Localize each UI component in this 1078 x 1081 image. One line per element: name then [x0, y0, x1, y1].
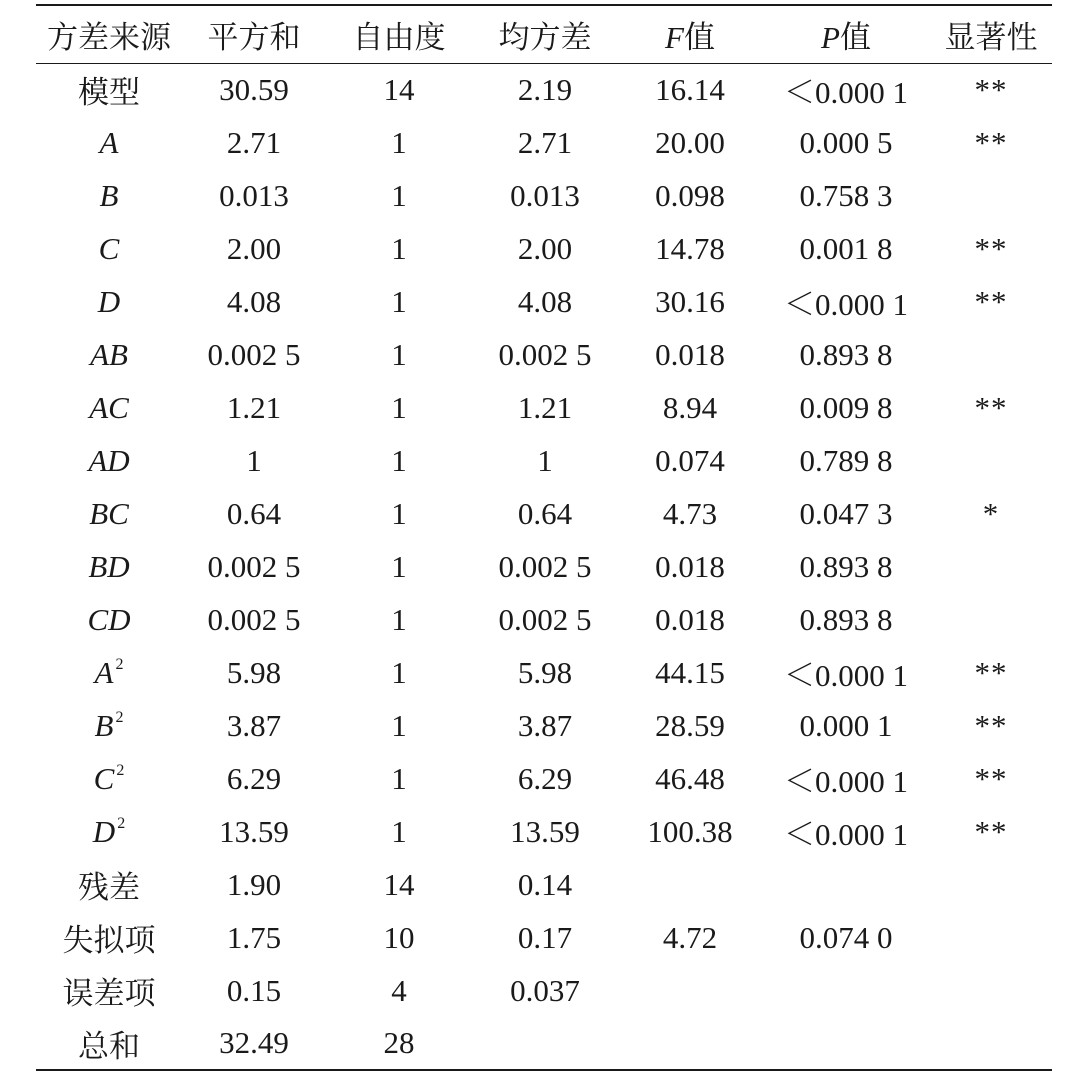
cell-f-value [618, 1017, 762, 1070]
source-label: D [92, 813, 116, 849]
cell-degrees-of-freedom: 1 [391, 654, 407, 690]
cell-significance [930, 593, 1052, 646]
cell-p-value: ＜0.000 1 [784, 287, 908, 322]
cell-p-value: 0.009 8 [799, 389, 893, 425]
cell-significance [930, 911, 1052, 964]
cell-f-value: 20.00 [655, 124, 725, 160]
cell-mean-square: 1.21 [517, 389, 573, 425]
cell-sum-of-squares: 1.75 [226, 919, 282, 955]
cell-source [36, 434, 182, 487]
cell-f-value: 8.94 [662, 389, 718, 425]
cell-source [36, 63, 182, 116]
table-row [36, 434, 1052, 487]
cell-mean-square: 0.002 5 [498, 548, 592, 584]
source-label: 残差 [78, 870, 140, 905]
cell-source [36, 381, 182, 434]
cell-p-value: 0.893 8 [799, 601, 893, 637]
cell-sum-of-squares: 6.29 [226, 760, 282, 796]
cell-degrees-of-freedom: 1 [391, 124, 407, 160]
cell-significance [930, 858, 1052, 911]
cell-p-value [762, 1017, 930, 1070]
cell-degrees-of-freedom: 1 [391, 495, 407, 531]
table-row [36, 381, 1052, 434]
cell-degrees-of-freedom: 1 [391, 283, 407, 319]
cell-mean-square: 0.037 [510, 972, 580, 1008]
cell-sum-of-squares: 13.59 [219, 813, 289, 849]
table-row [36, 752, 1052, 805]
cell-sum-of-squares: 1.90 [226, 866, 282, 902]
cell-source [36, 169, 182, 222]
cell-f-value: 4.73 [662, 495, 718, 531]
table-row [36, 593, 1052, 646]
cell-significance [930, 434, 1052, 487]
source-label: AC [89, 389, 129, 425]
cell-significance: * [982, 495, 1000, 531]
header-p-value [762, 5, 930, 63]
source-label: C [98, 230, 120, 266]
header-source: 方差来源 [47, 19, 171, 55]
table-row [36, 805, 1052, 858]
cell-p-value: 0.758 3 [799, 177, 893, 213]
cell-p-value: 0.047 3 [799, 495, 893, 531]
cell-degrees-of-freedom: 28 [383, 1025, 415, 1060]
cell-degrees-of-freedom: 4 [391, 972, 407, 1008]
source-label: 模型 [78, 75, 140, 111]
cell-f-value: 0.018 [655, 548, 725, 584]
header-p-suffix: 值 [839, 19, 871, 55]
cell-sum-of-squares: 0.002 5 [207, 601, 301, 637]
cell-degrees-of-freedom: 1 [391, 230, 407, 266]
cell-sum-of-squares: 0.15 [226, 972, 282, 1008]
cell-source [36, 1017, 182, 1070]
cell-f-value: 16.14 [655, 71, 725, 107]
cell-source [36, 116, 182, 169]
cell-sum-of-squares: 5.98 [226, 654, 282, 690]
cell-sum-of-squares: 0.002 5 [207, 336, 301, 372]
table-row [36, 646, 1052, 699]
cell-f-value: 100.38 [647, 813, 733, 849]
table-row [36, 328, 1052, 381]
cell-mean-square: 4.08 [517, 283, 573, 319]
source-label: 失拟项 [62, 923, 156, 958]
source-exponent: 2 [115, 655, 124, 673]
cell-significance: ** [974, 71, 1008, 107]
cell-degrees-of-freedom: 1 [391, 760, 407, 796]
cell-degrees-of-freedom: 14 [383, 71, 415, 107]
cell-source [36, 858, 182, 911]
cell-f-value: 46.48 [655, 760, 725, 796]
cell-p-value: ＜0.000 1 [784, 75, 908, 111]
anova-table-container [36, 4, 1052, 1071]
cell-sum-of-squares: 30.59 [219, 71, 289, 107]
cell-mean-square: 0.002 5 [498, 336, 592, 372]
cell-degrees-of-freedom: 14 [383, 866, 415, 902]
cell-mean-square: 6.29 [517, 760, 573, 796]
source-label: B [94, 707, 114, 743]
cell-p-value [762, 858, 930, 911]
cell-mean-square [472, 1017, 618, 1070]
cell-f-value: 14.78 [655, 230, 725, 266]
cell-significance: ** [974, 760, 1008, 796]
cell-p-value: ＜0.000 1 [784, 658, 908, 693]
cell-mean-square: 1 [537, 442, 553, 478]
cell-significance: ** [974, 389, 1008, 425]
cell-significance: ** [974, 654, 1008, 690]
source-label: C [93, 760, 115, 796]
cell-degrees-of-freedom: 1 [391, 601, 407, 637]
cell-mean-square: 0.002 5 [498, 601, 592, 637]
cell-p-value: ＜0.000 1 [784, 817, 908, 852]
cell-degrees-of-freedom: 1 [391, 389, 407, 425]
cell-p-value: 0.000 5 [799, 124, 893, 160]
table-row [36, 540, 1052, 593]
source-exponent: 2 [117, 814, 126, 832]
cell-p-value: 0.893 8 [799, 336, 893, 372]
table-row [36, 699, 1052, 752]
header-degrees-of-freedom: 自由度 [352, 19, 446, 55]
cell-mean-square: 2.00 [517, 230, 573, 266]
cell-sum-of-squares: 2.00 [226, 230, 282, 266]
cell-mean-square: 0.17 [517, 919, 573, 955]
header-mean-square: 均方差 [498, 19, 592, 55]
cell-mean-square: 2.19 [517, 71, 573, 107]
source-label: BC [89, 495, 129, 531]
source-label: D [97, 283, 121, 319]
source-label: A [99, 124, 119, 160]
cell-p-value: 0.001 8 [799, 230, 893, 266]
cell-source [36, 275, 182, 328]
cell-source [36, 593, 182, 646]
cell-f-value: 28.59 [655, 707, 725, 743]
cell-significance: ** [974, 813, 1008, 849]
cell-source [36, 805, 182, 858]
cell-f-value: 0.098 [655, 177, 725, 213]
cell-mean-square: 13.59 [510, 813, 580, 849]
source-label: B [99, 177, 119, 213]
table-row [36, 964, 1052, 1017]
cell-degrees-of-freedom: 1 [391, 442, 407, 478]
cell-degrees-of-freedom: 1 [391, 707, 407, 743]
cell-sum-of-squares: 1.21 [226, 389, 282, 425]
source-label: 误差项 [62, 976, 156, 1011]
cell-degrees-of-freedom: 1 [391, 813, 407, 849]
cell-p-value: 0.000 1 [799, 707, 893, 743]
cell-mean-square: 0.64 [517, 495, 573, 531]
header-f-suffix: 值 [683, 19, 715, 55]
cell-p-value: 0.074 0 [799, 919, 893, 955]
cell-significance: ** [974, 283, 1008, 319]
table-row [36, 63, 1052, 116]
header-sum-of-squares: 平方和 [207, 19, 301, 55]
source-label: AD [88, 442, 130, 478]
cell-f-value: 44.15 [655, 654, 725, 690]
cell-source [36, 540, 182, 593]
header-f-value [618, 5, 762, 63]
cell-p-value: 0.893 8 [799, 548, 893, 584]
cell-f-value: 0.018 [655, 601, 725, 637]
header-significance: 显著性 [944, 19, 1038, 55]
cell-sum-of-squares: 0.64 [226, 495, 282, 531]
cell-f-value [618, 858, 762, 911]
table-row [36, 911, 1052, 964]
cell-significance [930, 1017, 1052, 1070]
cell-source [36, 964, 182, 1017]
cell-significance [930, 328, 1052, 381]
cell-sum-of-squares: 2.71 [226, 124, 282, 160]
cell-source [36, 487, 182, 540]
source-label: AB [90, 336, 128, 372]
header-row [36, 5, 1052, 63]
cell-mean-square: 0.013 [510, 177, 580, 213]
cell-p-value [762, 964, 930, 1017]
header-f-letter: F [665, 19, 684, 55]
cell-sum-of-squares: 32.49 [219, 1025, 289, 1060]
cell-source [36, 328, 182, 381]
cell-f-value: 30.16 [655, 283, 725, 319]
cell-f-value: 4.72 [662, 919, 718, 955]
cell-mean-square: 3.87 [517, 707, 573, 743]
header-p-letter: P [821, 19, 840, 55]
table-row [36, 169, 1052, 222]
cell-significance [930, 964, 1052, 1017]
cell-sum-of-squares: 4.08 [226, 283, 282, 319]
table-row [36, 487, 1052, 540]
anova-table [36, 4, 1052, 1071]
cell-sum-of-squares: 1 [246, 442, 262, 478]
cell-source [36, 222, 182, 275]
cell-sum-of-squares: 3.87 [226, 707, 282, 743]
cell-mean-square: 0.14 [517, 866, 573, 902]
cell-significance [930, 169, 1052, 222]
cell-significance: ** [974, 124, 1008, 160]
table-row [36, 858, 1052, 911]
table-row [36, 222, 1052, 275]
cell-f-value [618, 964, 762, 1017]
cell-mean-square: 2.71 [517, 124, 573, 160]
cell-sum-of-squares: 0.013 [219, 177, 289, 213]
cell-source [36, 699, 182, 752]
cell-degrees-of-freedom: 1 [391, 177, 407, 213]
cell-degrees-of-freedom: 1 [391, 336, 407, 372]
source-label: BD [88, 548, 130, 584]
cell-f-value: 0.074 [655, 442, 725, 478]
cell-degrees-of-freedom: 1 [391, 548, 407, 584]
cell-source [36, 911, 182, 964]
cell-mean-square: 5.98 [517, 654, 573, 690]
source-label: A [94, 654, 114, 690]
cell-degrees-of-freedom: 10 [383, 919, 415, 955]
source-label: CD [87, 601, 131, 637]
table-body [36, 63, 1052, 1070]
cell-significance [930, 540, 1052, 593]
table-row [36, 1017, 1052, 1070]
cell-significance: ** [974, 707, 1008, 743]
cell-p-value: ＜0.000 1 [784, 764, 908, 799]
table-row [36, 275, 1052, 328]
cell-significance: ** [974, 230, 1008, 266]
table-row [36, 116, 1052, 169]
source-exponent: 2 [116, 761, 125, 779]
source-label: 总和 [78, 1028, 140, 1064]
cell-sum-of-squares: 0.002 5 [207, 548, 301, 584]
cell-source [36, 752, 182, 805]
cell-source [36, 646, 182, 699]
cell-f-value: 0.018 [655, 336, 725, 372]
cell-p-value: 0.789 8 [799, 442, 893, 478]
source-exponent: 2 [115, 708, 124, 726]
